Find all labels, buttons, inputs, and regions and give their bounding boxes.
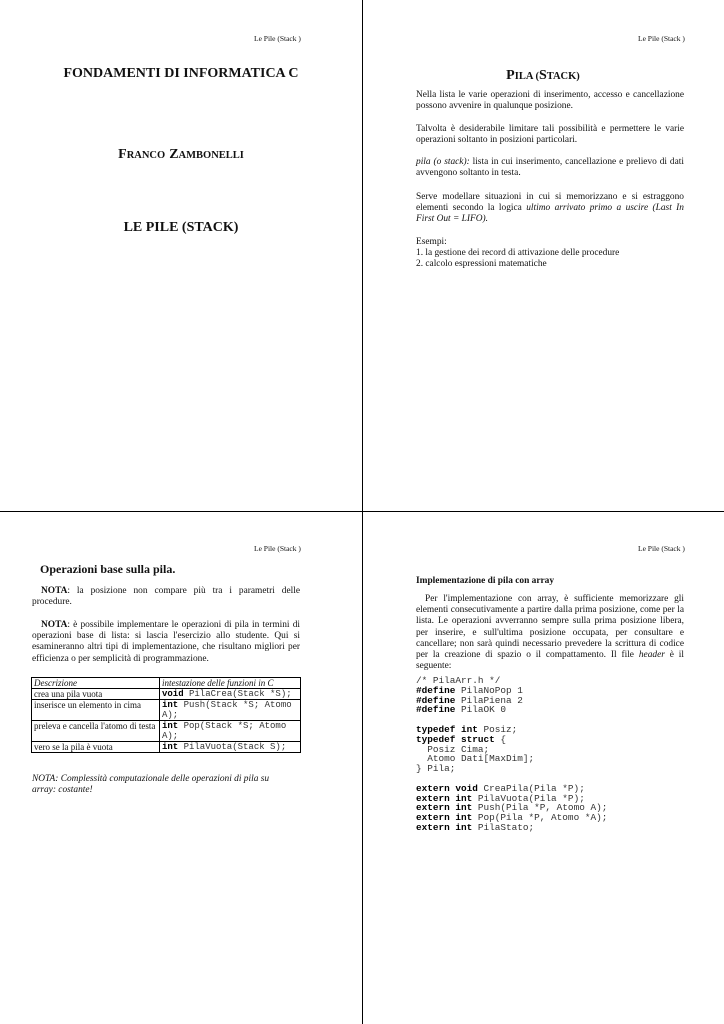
paragraph-definition: pila (o stack): lista in cui inserimento, cancellazione e prelievo di dati avvengono soltanto in testa. — [416, 157, 684, 179]
code-line: #define PilaOK 0 — [416, 704, 507, 716]
table-cell-signature: int Pop(Stack *S; Atomo A); — [160, 721, 301, 742]
course-title: FONDAMENTI DI INFORMATICA C — [63, 66, 299, 81]
header-tag: Le Pile (Stack ) — [254, 34, 301, 43]
code-line: Posiz Cima; — [416, 743, 490, 755]
operations-table — [31, 677, 301, 753]
header-tag: Le Pile (Stack ) — [638, 34, 685, 43]
code-line: typedef struct { — [416, 733, 507, 745]
table-row — [32, 689, 301, 700]
code-line: extern int Push(Pila *P, Atomo A); — [416, 802, 608, 814]
nota-paragraph: NOTA: è possibile implementare le operazioni di pila in termini di operazioni base di lista: si lascia l'esercizio allo studente. Qui si esamineranno altri tipi di implementazione, che risultano migliori per efficienza o per semplicità di programmazione. — [32, 620, 300, 664]
table-header-cell: Descrizione — [32, 678, 160, 689]
code-block — [416, 676, 607, 833]
code-line: Atomo Dati[MaxDim]; — [416, 753, 535, 765]
table-row — [32, 721, 301, 742]
code-line: } Pila; — [416, 763, 456, 775]
code-line: #define PilaPiena 2 — [416, 694, 523, 706]
topic-title: LE PILE (STACK) — [123, 220, 239, 235]
code-line: extern int PilaVuota(Pila *P); — [416, 792, 585, 804]
code-line: typedef int Posiz; — [416, 723, 518, 735]
table-cell-desc: preleva e cancella l'atomo di testa — [32, 721, 160, 742]
section-title: Implementazione di pila con array — [416, 576, 555, 586]
paragraph-limit: Talvolta è desiderabile limitare tali possibilità e permettere le varie operazioni soltanto in posizioni particolari. — [416, 124, 684, 146]
table-cell-desc: inserisce un elemento in cima — [32, 700, 160, 721]
code-line: extern void CreaPila(Pila *P); — [416, 782, 585, 794]
page-divider-horizontal — [0, 511, 724, 512]
code-line: extern int Pop(Pila *P, Atomo *A); — [416, 812, 608, 824]
paragraph-intro: Nella lista le varie operazioni di inserimento, accesso e cancellazione possono avvenire in qualunque posizione. — [416, 90, 684, 112]
table-cell-signature: int PilaVuota(Stack S); — [160, 742, 301, 753]
table-cell-signature: int Push(Stack *S; Atomo A); — [160, 700, 301, 721]
example-item: 1. la gestione dei record di attivazione delle procedure — [416, 248, 620, 258]
nota-paragraph: NOTA: la posizione non compare più tra i parametri delle procedure. — [32, 586, 300, 608]
page-divider-vertical — [362, 0, 363, 1024]
table-row — [32, 700, 301, 721]
complexity-note: NOTA: Complessità computazionale delle operazioni di pila su array: costante! — [32, 774, 270, 796]
author-name: FRANCO ZAMBONELLI — [118, 147, 244, 162]
code-line: /* PilaArr.h */ — [416, 675, 501, 686]
table-cell-signature: void PilaCrea(Stack *S); — [160, 689, 301, 700]
code-line: extern int PilaStato; — [416, 821, 535, 833]
header-tag: Le Pile (Stack ) — [638, 544, 685, 553]
table-cell-desc: vero se la pila è vuota — [32, 742, 160, 753]
table-header-row — [32, 678, 301, 689]
header-tag: Le Pile (Stack ) — [254, 544, 301, 553]
slide-title: Operazioni base sulla pila. — [40, 562, 176, 576]
examples-label: Esempi: — [416, 237, 447, 247]
code-line: #define PilaNoPop 1 — [416, 684, 523, 696]
implementation-paragraph: Per l'implementazione con array, è sufficiente memorizzare gli elementi consecutivamente a partire dalla prima posizione, come per la lista. Le operazioni avverranno sempre sulla prima posizione libera, per inserire, e sull'ultima posizione occupata, per consultare e cancellare; non sarà quindi necessario prevedere la scrittura di codice per la creazione di spazio o il compattamento. Il file header è il seguente: — [416, 594, 685, 672]
slide-title: PILA (STACK) — [506, 68, 580, 83]
table-cell-desc: crea una pila vuota — [32, 689, 160, 700]
paragraph-lifo: Serve modellare situazioni in cui si memorizzano e si estraggono elementi secondo la logica ultimo arrivato primo a uscire (Last In First Out = LIFO). — [416, 192, 684, 225]
table-header-cell: intestazione delle funzioni in C — [160, 678, 301, 689]
table-row — [32, 742, 301, 753]
example-item: 2. calcolo espressioni matematiche — [416, 259, 547, 269]
